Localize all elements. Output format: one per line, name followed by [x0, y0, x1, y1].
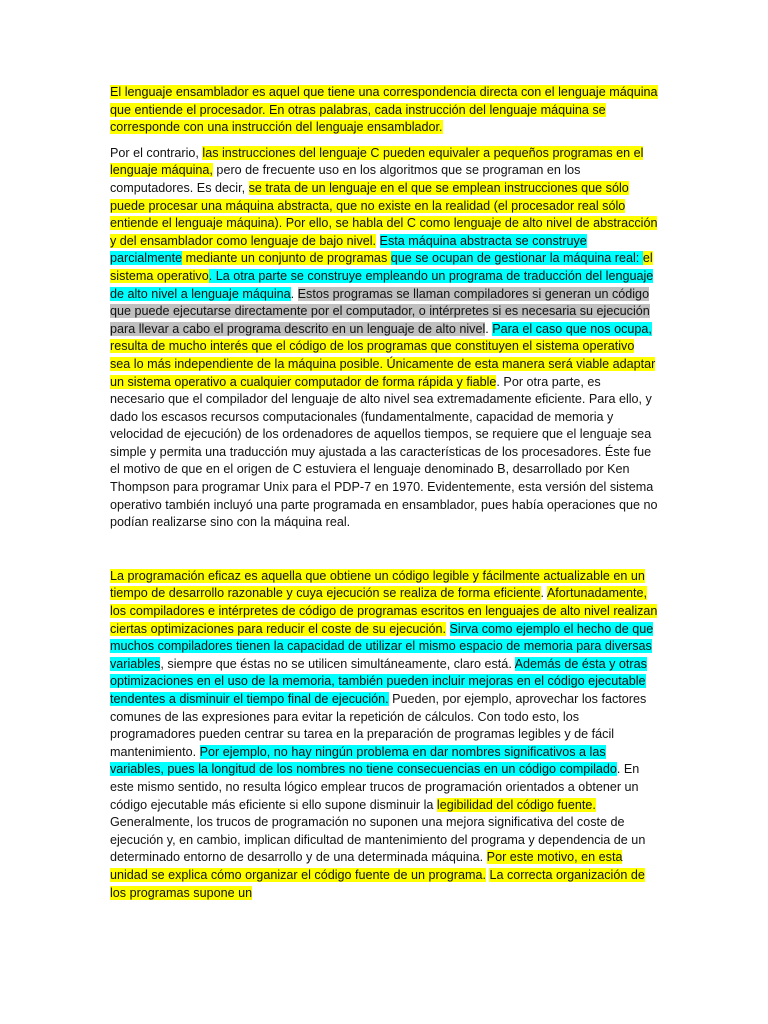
highlighted-text-run: El lenguaje ensamblador es aquel que tiene una correspondencia directa con el lenguaje máquina que entiende el procesador. En otras palabras, cada instrucción del lenguaje máquina se corresponde con una instrucción del lenguaje ensamblador. — [110, 85, 658, 135]
highlighted-text-run: Sirva como ejemplo el hecho de que muchos compiladores tienen la capacidad de utilizar el mismo espacio de memoria para diversas variables — [110, 621, 654, 671]
text-run: . En este mismo sentido, no resulta lógico emplear trucos de programación orientados a obtener un código ejecutable más eficiente si ello supone disminuir la — [110, 762, 640, 812]
highlighted-text-run: Para el caso que nos ocupa, — [492, 321, 652, 336]
highlighted-text-run: las instrucciones del lenguaje C pueden equivaler a pequeños programas en el lenguaje máquina, — [110, 145, 644, 178]
paragraph-assembler — [110, 84, 658, 137]
text-run: . Por otra parte, es necesario que el compilador del lenguaje de alto nivel sea extremadamente eficiente. Para ello, y dado los escasos recursos computacionales (fundamentalmente, capacidad de memoria y velocidad de ejecución) de los ordenadores de aquellos tiempos, se requiere que el lenguaje sea simple y permita una traducción muy ajustada a las características de los procesadores. Éste fue el motivo de que en el origen de C estuviera el lenguaje denominado B, desarrollado por Ken Thompson para programar Unix para el PDP-7 en 1970. Evidentemente, esta versión del sistema operativo también incluyó una parte programada en ensamblador, pues había operaciones que no podían realizarse sino con la máquina real. — [110, 374, 658, 530]
highlighted-text-run: que se ocupan de gestionar la máquina real: — [390, 251, 643, 266]
highlighted-text-run: mediante un conjunto de programas — [182, 251, 391, 266]
highlighted-text-run: La programación eficaz es aquella que obtiene un código legible y fácilmente actualizable en un tiempo de desarrollo razonable y cuya ejecución se realiza de forma eficiente — [110, 568, 645, 601]
highlighted-text-run: Además de ésta y otras optimizaciones en el uso de la memoria, también pueden incluir mejoras en el código ejecutable tendentes a disminuir el tiempo final de ejecución. — [110, 656, 647, 706]
text-run: , siempre que éstas no se utilicen simultáneamente, claro está. — [160, 656, 515, 671]
text-run — [446, 622, 450, 636]
highlighted-text-run: Afortunadamente, los compiladores e intérpretes de código de programas escritos en lenguajes de alto nivel realizan ciertas optimizaciones para reducir el coste de su ejecución. — [110, 586, 658, 636]
highlighted-text-run: Por ejemplo, no hay ningún problema en dar nombres significativos a las variables, pues la longitud de los nombres no tiene consecuencias en un código compilado — [110, 744, 617, 777]
text-run: . — [485, 321, 493, 336]
paragraph-efficient-programming — [110, 568, 658, 902]
highlighted-text-run: el sistema operativo — [110, 251, 653, 283]
text-run: . — [290, 286, 298, 301]
highlighted-text-run: Estos programas se llaman compiladores si generan un código que puede ejecutarse directamente por el computador, o intérpretes si es necesaria su ejecución para llevar a cabo el programa descrito en un lenguaje de alto nivel — [110, 286, 650, 336]
highlighted-text-run: Esta máquina abstracta se construye parcialmente — [110, 233, 587, 266]
highlighted-text-run: legibilidad del código fuente. — [436, 797, 596, 812]
text-run: Pueden, por ejemplo, aprovechar los factores comunes de las expresiones para evitar la repetición de cálculos. Con todo esto, los programadores pueden centrar su tarea en la preparación de programas legibles y de fácil mantenimiento. — [110, 692, 647, 759]
highlighted-text-run: . La otra parte se construye empleando un programa de traducción del lenguaje de alto nivel a lenguaje máquina — [110, 268, 654, 301]
highlighted-text-run: La correcta organización de los programas supone un — [110, 867, 645, 900]
document-page — [110, 84, 658, 902]
text-run: Por el contrario, — [110, 145, 203, 160]
highlighted-text-run: se trata de un lenguaje en el que se emplean instrucciones que sólo puede procesar una máquina abstracta, que no existe en la realidad (el procesador real sólo entiende el lenguaje máquina). Por ello, se habla del C como lenguaje de alto nivel de abstracción y del ensamblador como lenguaje de bajo nivel. — [110, 180, 658, 248]
text-run: . — [540, 586, 547, 601]
text-run: Generalmente, los trucos de programación no suponen una mejora significativa del coste de ejecución y, en cambio, implican dificultad de mantenimiento del programa y dependencia de un determinado entorno de desarrollo y de una determinada máquina. — [110, 815, 646, 865]
highlighted-text-run: Por este motivo, en esta unidad se explica cómo organizar el código fuente de un programa. — [110, 850, 623, 882]
paragraph-c-language — [110, 145, 658, 532]
text-run: pero de frecuente uso en los algoritmos que se programan en los computadores. Es decir, — [110, 163, 581, 195]
highlighted-text-run: resulta de mucho interés que el código de los programas que constituyen el sistema operativo sea lo más independiente de la máquina posible. Únicamente de esta manera será viable adaptar un sistema operativo a cualquier computador de forma rápida y fiable — [110, 339, 656, 389]
